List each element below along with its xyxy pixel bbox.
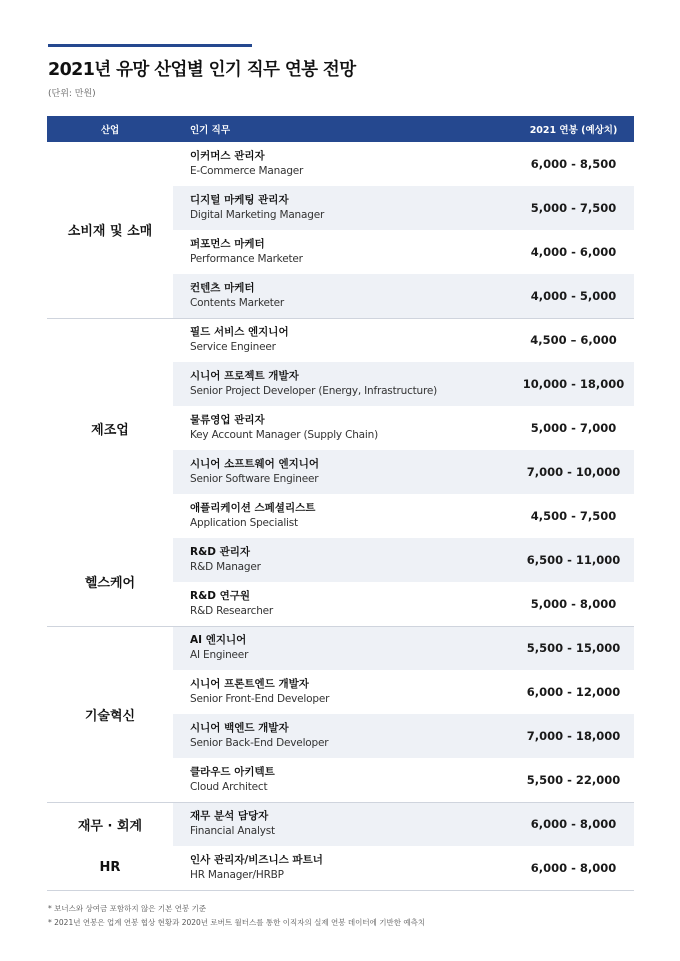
job-title-en: Cloud Architect — [190, 780, 268, 793]
salary-cell: 5,500 - 22,000 — [526, 772, 621, 787]
industry-cell: 헬스케어 — [47, 538, 173, 626]
job-cell — [173, 758, 513, 802]
job-cell — [173, 450, 513, 494]
header-job: 인기 직무 — [173, 116, 513, 142]
job-cell — [173, 714, 513, 758]
job-cell — [173, 582, 513, 626]
job-title-en: Financial Analyst — [190, 825, 275, 838]
salary-cell: 6,500 - 11,000 — [513, 538, 634, 582]
job-title-en: Key Account Manager (Supply Chain) — [190, 429, 378, 441]
industry-cell: 제조업 — [47, 318, 173, 538]
footnotes — [48, 902, 425, 930]
salary-cell: 5,000 - 7,000 — [530, 421, 617, 435]
job-title-ko: 시니어 백엔드 개발자 — [190, 722, 289, 734]
industry-cell: 재무 · 회계 — [47, 802, 173, 846]
job-title-en: Senior Back-End Developer — [190, 737, 329, 749]
job-title-en: AI Engineer — [190, 649, 249, 662]
salary-cell: 10,000 - 18,000 — [513, 362, 634, 406]
industry-cell: HR — [47, 846, 173, 890]
table-row — [47, 318, 634, 362]
job-title-ko: 재무 분석 담당자 — [190, 810, 269, 823]
job-title-ko: 디지털 마케팅 관리자 — [190, 194, 289, 206]
job-title-en: HR Manager/HRBP — [190, 868, 284, 881]
footnote: * 보너스와 상여금 포함하지 않은 기본 연봉 기준 — [48, 904, 207, 913]
table-row — [47, 802, 634, 846]
job-cell — [173, 538, 513, 582]
job-title-en: Digital Marketing Manager — [190, 209, 325, 221]
job-cell — [173, 274, 513, 318]
job-title-ko: R&D 연구원 — [190, 589, 251, 602]
job-title-en: Senior Software Engineer — [190, 473, 319, 485]
salary-cell: 6,000 - 8,000 — [513, 802, 634, 846]
job-title-ko: 애플리케이션 스페셜리스트 — [190, 502, 316, 514]
job-title-en: Application Specialist — [190, 517, 298, 529]
job-title-ko: 인사 관리자/비즈니스 파트너 — [190, 853, 323, 866]
salary-cell: 4,000 - 6,000 — [530, 245, 617, 259]
unit-note: (단위: 만원) — [48, 89, 96, 99]
salary-cell: 7,000 - 18,000 — [513, 714, 634, 758]
table-row — [47, 846, 634, 890]
table-row — [47, 142, 634, 186]
job-title-ko: 이커머스 관리자 — [190, 150, 265, 162]
salary-cell: 6,000 - 12,000 — [526, 685, 621, 699]
salary-cell: 6,000 - 8,000 — [513, 846, 634, 890]
salary-cell: 5,500 - 15,000 — [513, 626, 634, 670]
job-title-en: Service Engineer — [190, 341, 276, 354]
job-title-ko: 컨텐츠 마케터 — [190, 281, 255, 294]
title-accent-rule — [48, 44, 252, 47]
job-cell — [173, 406, 513, 450]
industry-cell: 소비재 및 소매 — [47, 142, 173, 318]
salary-cell: 4,000 - 5,000 — [513, 274, 634, 318]
job-title-en: E-Commerce Manager — [190, 165, 304, 177]
table-row — [47, 538, 634, 582]
job-cell — [173, 362, 513, 406]
job-title-en: Performance Marketer — [190, 253, 303, 265]
salary-cell: 4,500 - 7,500 — [530, 509, 617, 523]
page-title: 2021년 유망 산업별 인기 직무 연봉 전망 — [48, 60, 356, 80]
job-title-en: R&D Manager — [190, 561, 261, 573]
job-cell — [173, 670, 513, 714]
job-title-ko: 필드 서비스 엔지니어 — [190, 326, 289, 339]
salary-cell: 7,000 - 10,000 — [513, 450, 634, 494]
job-cell — [173, 230, 513, 274]
job-title-en: R&D Researcher — [190, 604, 274, 617]
job-title-ko: AI 엔지니어 — [190, 634, 247, 647]
footnote: * 2021년 연봉은 업계 연봉 협상 현황과 2020년 로버트 월터스를 통한 이직자의 실제 연봉 데이터에 기반한 예측치 — [48, 918, 426, 927]
salary-table — [47, 116, 634, 891]
table-header-row — [47, 116, 634, 142]
job-title-en: Senior Project Developer (Energy, Infrastructure) — [190, 385, 438, 397]
job-cell — [173, 142, 513, 186]
job-cell — [173, 318, 513, 362]
table-row — [47, 626, 634, 670]
job-title-ko: 클라우드 아키텍트 — [190, 765, 275, 778]
job-cell — [173, 802, 513, 846]
salary-cell: 5,000 - 7,500 — [513, 186, 634, 230]
header-industry: 산업 — [47, 116, 173, 142]
job-title-ko: 시니어 프론트엔드 개발자 — [190, 678, 309, 690]
job-title-ko: 시니어 프로젝트 개발자 — [190, 370, 299, 382]
job-cell — [173, 494, 513, 538]
job-title-ko: 시니어 소프트웨어 엔지니어 — [190, 458, 320, 470]
job-cell — [173, 626, 513, 670]
salary-cell: 5,000 - 8,000 — [530, 596, 617, 611]
salary-cell: 4,500 – 6,000 — [513, 318, 634, 362]
job-title-en: Senior Front-End Developer — [190, 693, 330, 705]
job-cell — [173, 846, 513, 890]
salary-cell: 6,000 - 8,500 — [530, 157, 617, 171]
job-title-ko: R&D 관리자 — [190, 546, 251, 558]
job-title-en: Contents Marketer — [190, 296, 285, 309]
industry-cell: 기술혁신 — [47, 626, 173, 802]
job-title-ko: 퍼포먼스 마케터 — [190, 238, 265, 250]
job-cell — [173, 186, 513, 230]
job-title-ko: 물류영업 관리자 — [190, 414, 265, 426]
header-salary: 2021 연봉 (예상치) — [513, 116, 634, 142]
